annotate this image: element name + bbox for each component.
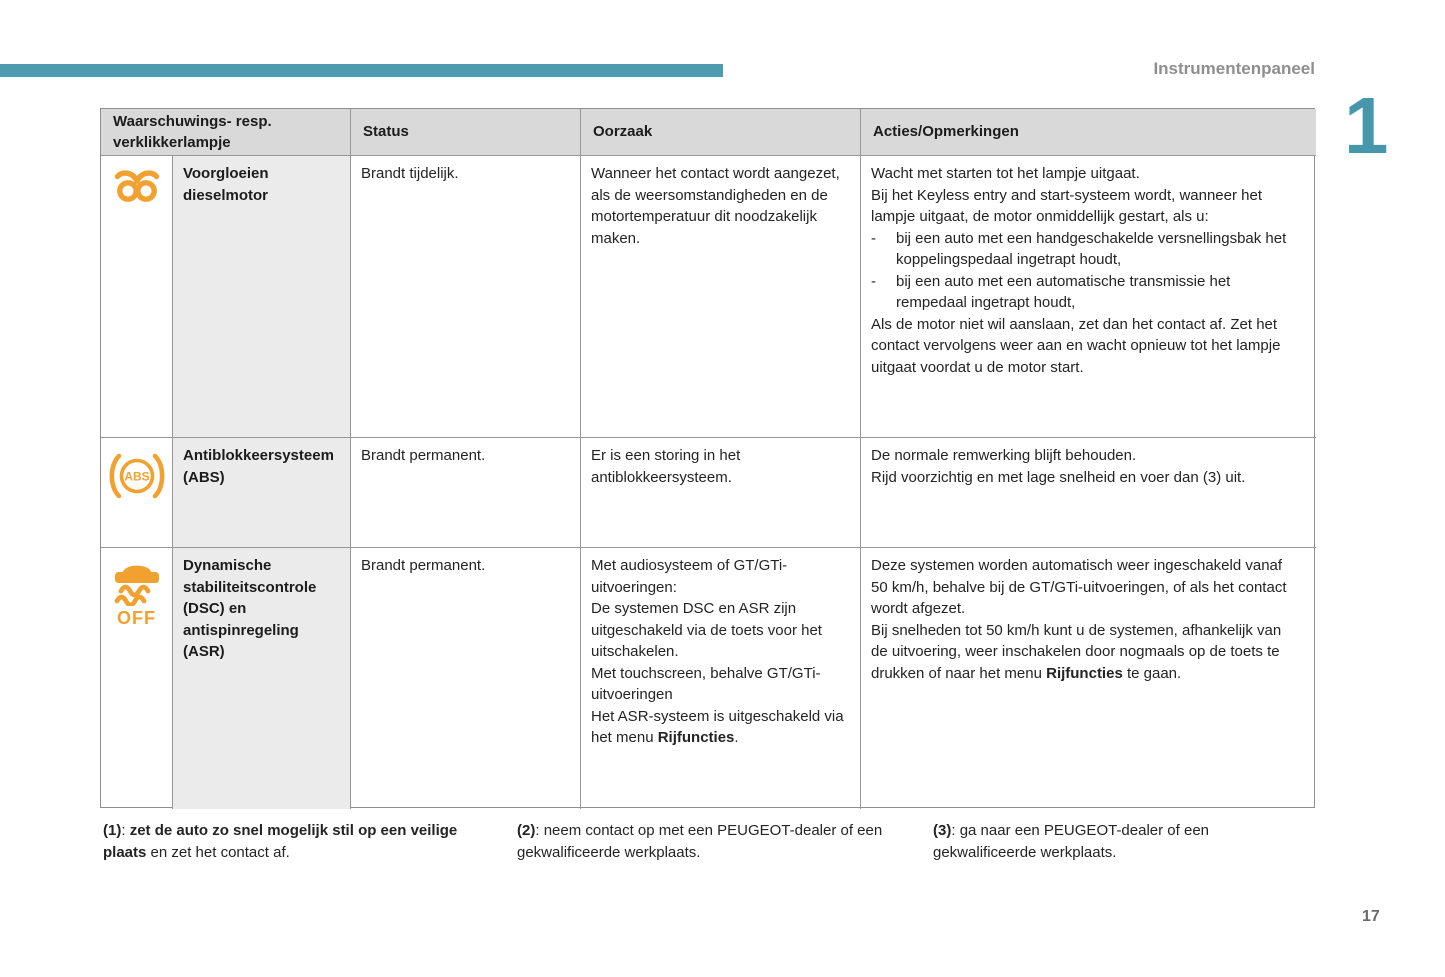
oorzaak-text: Er is een storing in het antiblokkeersysteem. [591, 447, 741, 486]
list-item [871, 228, 1294, 271]
oorzaak-text: Met touchscreen, behalve GT/GTi-uitvoeringen [591, 664, 821, 703]
acties-text: De normale remwerking blijft behouden. [871, 447, 1137, 464]
dsc-asr-icon-cell [101, 548, 173, 809]
chapter-number: 1 [1344, 81, 1387, 170]
menu-name-rijfuncties: Rijfuncties [657, 729, 735, 746]
footnote-separator: : [121, 822, 130, 839]
oorzaak-text [591, 706, 850, 749]
footnote-number: (2) [517, 822, 536, 839]
list-item-text: bij een auto met een handgeschakelde versnellingsbak het koppelingspedaal ingetrapt houdt, [896, 229, 1287, 268]
warning-light-name: Dynamische stabiliteitscontrole (DSC) en antispinregeling (ASR) [173, 548, 351, 809]
footnote-text: ga naar een PEUGEOT-dealer of een gekwalificeerde werkplaats. [933, 822, 1210, 861]
oorzaak-cell [581, 548, 861, 809]
footnote-1 [103, 820, 503, 863]
footnote-bold-text: zet de auto zo snel mogelijk stil op een veilige plaats [103, 822, 458, 861]
teal-accent-bar [0, 64, 723, 77]
stability-control-off-icon [111, 560, 163, 606]
list-item-text: bij een auto met een automatische transmissie het rempedaal ingetrapt houdt, [896, 272, 1231, 311]
oorzaak-text-part: Het ASR-systeem is uitgeschakeld via het menu [591, 707, 844, 746]
column-header-acties: Acties/Opmerkingen [861, 109, 1316, 156]
acties-text-part: Bij snelheden tot 50 km/h kunt u de systemen, afhankelijk van de uitvoering, weer inschakelen door nogmaals op de toets te drukken of naar het menu [871, 621, 1282, 682]
dash-marker: - [871, 272, 876, 290]
column-header-warning-light: Waarschuwings- resp. verklikkerlampje [101, 109, 351, 156]
oorzaak-cell [581, 438, 861, 548]
glow-plug-icon-cell [101, 156, 173, 438]
section-header: Instrumentenpaneel [1153, 59, 1315, 78]
off-icon-label: OFF [117, 608, 156, 628]
abs-warning-icon [106, 450, 168, 502]
oorzaak-text-part: . [734, 729, 739, 746]
abs-icon-label: ABS [123, 469, 150, 484]
footnote-number: (3) [933, 822, 952, 839]
footnote-separator: : [535, 822, 544, 839]
glow-plug-icon [114, 168, 160, 206]
warning-lights-table [100, 108, 1315, 808]
list-item [871, 271, 1294, 314]
acties-cell [861, 438, 1316, 548]
page-number: 17 [1362, 908, 1380, 925]
oorzaak-text: Met audiosysteem of GT/GTi-uitvoeringen: [591, 557, 788, 596]
acties-cell [861, 548, 1316, 809]
status-cell: Brandt tijdelijk. [351, 156, 581, 438]
column-header-oorzaak: Oorzaak [581, 109, 861, 156]
dash-marker: - [871, 229, 876, 247]
warning-light-name: Voorgloeien dieselmotor [173, 156, 351, 438]
footnote-3 [933, 820, 1283, 863]
column-header-status: Status [351, 109, 581, 156]
acties-text: Deze systemen worden automatisch weer ingeschakeld vanaf 50 km/h, behalve bij de GT/GTi-uitvoeringen, of als het contact wordt afgezet. [871, 557, 1287, 617]
footnote-separator: : [951, 822, 960, 839]
acties-text-part: te gaan. [1122, 664, 1182, 682]
acties-text [871, 620, 1294, 685]
footnote-number: (1) [103, 822, 122, 839]
acties-cell [861, 156, 1316, 438]
footnote-text: en zet het contact af. [146, 843, 290, 861]
acties-text: Wacht met starten tot het lampje uitgaat. [871, 165, 1140, 182]
menu-name-rijfuncties: Rijfuncties [1046, 664, 1123, 682]
status-cell: Brandt permanent. [351, 548, 581, 809]
oorzaak-cell [581, 156, 861, 438]
footnote-2 [517, 820, 897, 863]
oorzaak-text: De systemen DSC en ASR zijn uitgeschakeld via de toets voor het uitschakelen. [591, 600, 822, 660]
acties-text: Als de motor niet wil aanslaan, zet dan het contact af. Zet het contact vervolgens weer aan en wacht opnieuw tot het lampje uitgaat voordat u de motor start. [871, 315, 1281, 376]
footnote-text: neem contact op met een PEUGEOT-dealer of een gekwalificeerde werkplaats. [517, 822, 883, 861]
oorzaak-text: Wanneer het contact wordt aangezet, als de weersomstandigheden en de motortemperatuur dit noodzakelijk maken. [591, 165, 840, 247]
acties-text: Bij het Keyless entry and start-systeem wordt, wanneer het lampje uitgaat, de motor onmiddellijk gestart, als u: [871, 186, 1263, 225]
warning-light-name: Antiblokkeersysteem (ABS) [173, 438, 351, 548]
abs-icon-cell [101, 438, 173, 548]
acties-text: Rijd voorzichtig en met lage snelheid en voer dan (3) uit. [871, 468, 1246, 486]
status-cell: Brandt permanent. [351, 438, 581, 548]
